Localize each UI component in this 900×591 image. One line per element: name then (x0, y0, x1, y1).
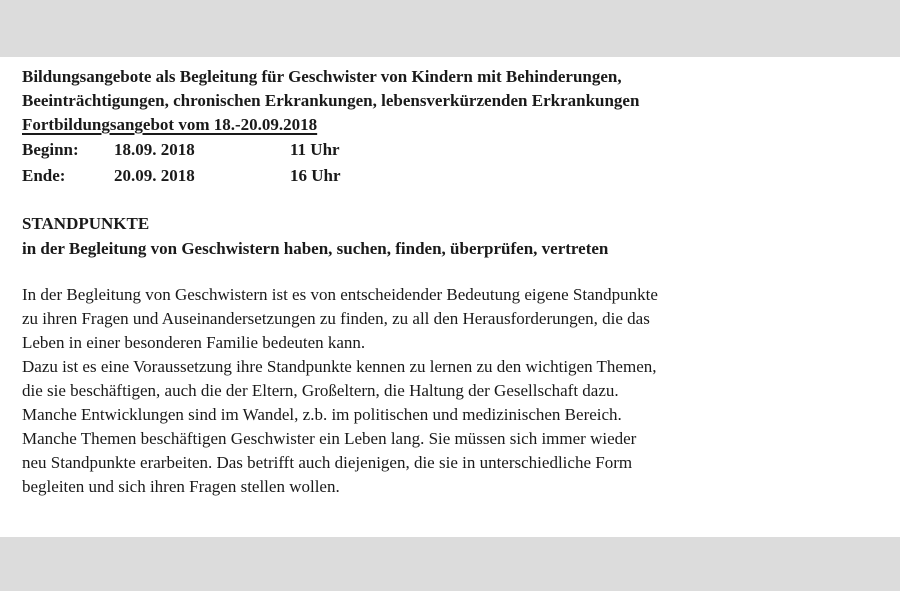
body-line: zu ihren Fragen und Auseinandersetzungen zu finden, zu all den Herausforderungen, die das (22, 309, 650, 328)
body-paragraph (22, 283, 882, 499)
bottom-letterbox-band (0, 537, 900, 591)
heading-block (22, 65, 882, 137)
top-letterbox-band (0, 0, 900, 57)
body-line: Leben in einer besonderen Familie bedeuten kann. (22, 333, 366, 352)
body-line: Manche Themen beschäftigen Geschwister ein Leben lang. Sie müssen sich immer wieder (22, 429, 637, 448)
heading-line-1: Bildungsangebote als Begleitung für Geschwister von Kindern mit Behinderungen, (22, 67, 622, 86)
schedule-time: 11 Uhr (290, 140, 340, 159)
schedule-date: 18.09. 2018 (114, 140, 195, 159)
heading-line-2: Beeinträchtigungen, chronischen Erkrankungen, lebensverkürzenden Erkrankungen (22, 91, 640, 110)
section-subtitle: in der Begleitung von Geschwistern haben, suchen, finden, überprüfen, vertreten (22, 239, 609, 258)
body-line: begleiten und sich ihren Fragen stellen wollen. (22, 477, 340, 496)
schedule-label: Beginn: (22, 140, 79, 159)
schedule-row-end (22, 163, 882, 189)
course-title: Fortbildungsangebot vom 18.-20.09.2018 (22, 115, 318, 134)
body-line: Dazu ist es eine Voraussetzung ihre Standpunkte kennen zu lernen zu den wichtigen Themen, (22, 357, 657, 376)
schedule-row-start (22, 137, 882, 163)
schedule-label: Ende: (22, 166, 66, 185)
document-content (22, 65, 882, 499)
schedule-time: 16 Uhr (290, 166, 341, 185)
schedule (22, 137, 882, 189)
schedule-date: 20.09. 2018 (114, 166, 195, 185)
body-line: die sie beschäftigen, auch die der Eltern, Großeltern, die Haltung der Gesellschaft dazu. (22, 381, 619, 400)
body-line: In der Begleitung von Geschwistern ist es von entscheidender Bedeutung eigene Standpunkte (22, 285, 658, 304)
body-line: Manche Entwicklungen sind im Wandel, z.b. im politischen und medizinischen Bereich. (22, 405, 622, 424)
document-page (0, 57, 900, 537)
body-line: neu Standpunkte erarbeiten. Das betrifft auch diejenigen, die sie in unterschiedliche Form (22, 453, 633, 472)
section-title: STANDPUNKTE (22, 214, 150, 233)
